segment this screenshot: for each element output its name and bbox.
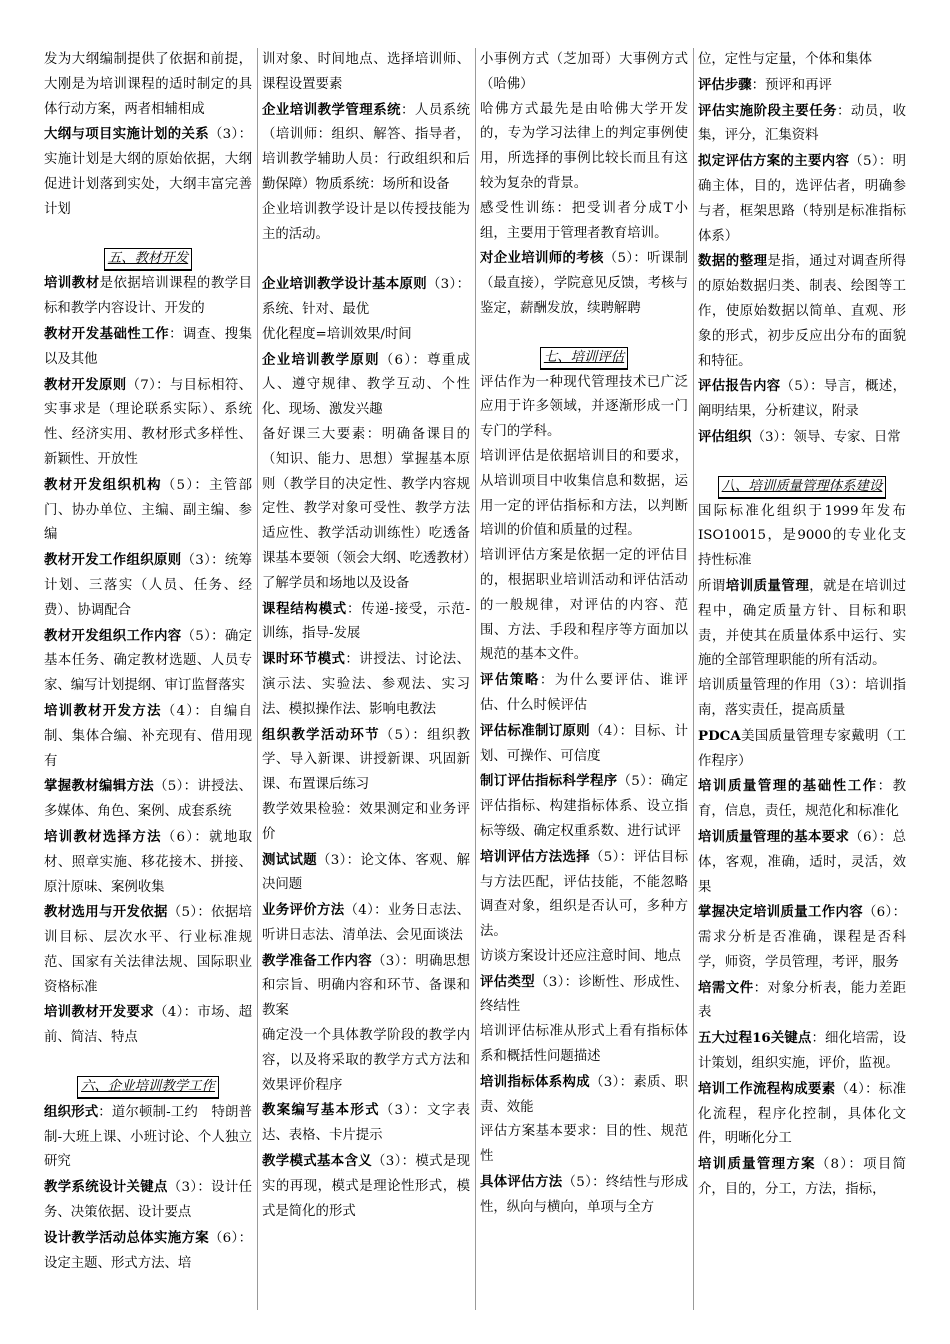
paragraph-text: 是指，通过对调查所得的原始数据归类、制表、绘图等工作，使原始数据以简单、直观、形象的形式，初步反应出分布的面貌和特征。 <box>698 254 906 369</box>
paragraph <box>480 945 688 970</box>
term-label: 课程结构模式 <box>262 600 347 617</box>
paragraph-text: 美国质量管理专家戴明（工作程序） <box>698 728 906 769</box>
paragraph <box>262 898 470 949</box>
paragraph-text: （5）：明确主体，目的，选评估者，明确参与者，框架思路（特别是标准指标体系） <box>698 154 906 244</box>
term-label: 评估策略 <box>480 672 540 689</box>
paragraph <box>44 1175 252 1226</box>
paragraph-text: （3）：模式是现实的再现，模式是理论性形式，模式是简化的形式 <box>262 1154 470 1219</box>
paragraph-text: 培训评估标准从形式上看有指标体系和概括性问题描述 <box>480 1024 688 1065</box>
paragraph <box>698 73 906 99</box>
term-label: 拟定评估方案的主要内容 <box>698 153 850 170</box>
term-label: 设计教学活动总体实施方案 <box>44 1229 209 1246</box>
paragraph <box>480 1170 688 1221</box>
paragraph-text: （6）：尊重成人、遵守规律、教学互动、个性化、现场、激发兴趣 <box>262 352 470 418</box>
paragraph <box>480 544 688 668</box>
term-label: 培训教材开发方法 <box>44 702 162 719</box>
paragraph <box>262 423 470 597</box>
term-label: 培需文件 <box>698 979 754 996</box>
term-label: 教材开发组织工作内容 <box>44 627 182 644</box>
paragraph-text: （3）：论文体、客观、解决问题 <box>262 852 470 893</box>
term-label: 培训指标体系构成 <box>480 1073 590 1090</box>
section-heading-text: 八、培训质量管理体系建设 <box>718 476 887 499</box>
paragraph-text: 教学效果检验：效果测定和业务评价 <box>262 801 470 842</box>
paragraph-text: （6）：总体，客观，准确，适时，灵活，效果 <box>698 829 906 895</box>
term-label: 教材选用与开发依据 <box>44 904 168 921</box>
term-label: 评估报告内容 <box>698 378 781 395</box>
paragraph-text: 是依据培训课程的教学目标和教学内容设计、开发的 <box>44 276 252 317</box>
paragraph-text: （3）：诊断性、形成性、终结性 <box>480 974 688 1015</box>
term-label: 教材开发组织机构 <box>44 476 162 493</box>
paragraph-text: （7）：与目标相符、实事求是（理论联系实际）、系统性、经济实用、教材形式多样性、新颖性、开放性 <box>44 377 252 467</box>
term-label: 教学准备工作内容 <box>262 952 372 969</box>
term-label: 企业培训教学管理系统 <box>262 101 402 118</box>
paragraph-text: （5）：导言，概述，阐明结果，分析建议，附录 <box>698 379 906 420</box>
paragraph <box>262 949 470 1024</box>
paragraph <box>44 699 252 774</box>
paragraph-text: 培训质量管理的作用（3）：培训指南，落实责任，提高质量 <box>698 678 906 718</box>
section-heading <box>480 346 688 371</box>
paragraph-text: （3）：明确思想和宗旨、明确内容和环节、备课和教案 <box>262 953 470 1019</box>
paragraph-text: （3）：系统、针对、最优 <box>262 277 470 317</box>
paragraph-text: （5）：确定基本任务、确定教材选题、人员专家、编写计划提纲、审订监督落实 <box>44 628 252 694</box>
term-label: 培训质量管理的基本要求 <box>698 828 850 845</box>
paragraph <box>262 1024 470 1098</box>
paragraph <box>262 323 470 348</box>
paragraph-text: 训对象、时间地点、选择培训师、课程设置要素 <box>262 52 470 92</box>
paragraph-text: ：细化培需，设计策划，组织实施，评价，监视。 <box>698 1031 906 1072</box>
paragraph <box>698 724 906 775</box>
term-label: 组织教学活动环节 <box>262 726 380 743</box>
paragraph-text: （6）：需求分析是否准确，课程是否科学，师资，学员管理，考评，服务 <box>698 905 906 970</box>
term-label: 具体评估方法 <box>480 1174 563 1191</box>
paragraph-text: ：对象分析表，能力差距表 <box>698 980 906 1021</box>
term-label: 掌握决定培训质量工作内容 <box>698 904 863 921</box>
blank-line <box>262 247 470 272</box>
paragraph <box>698 900 906 975</box>
paragraph <box>698 99 906 150</box>
paragraph-text: （6）：设定主题、形式方法、培 <box>44 1230 252 1271</box>
column-2 <box>262 48 470 1310</box>
paragraph-text: ：传递-接受，示范-训练，指导-发展 <box>262 601 470 642</box>
paragraph-text: ：道尔顿制-工约 特朗普制-大班上课、小班讨论、个人独立研究 <box>44 1104 252 1170</box>
paragraph <box>698 825 906 900</box>
paragraph <box>262 1098 470 1149</box>
paragraph <box>44 322 252 373</box>
paragraph-text: （5）：终结性与形成性，纵向与横向，单项与全方 <box>480 1175 688 1215</box>
paragraph <box>262 272 470 323</box>
term-label: 对企业培训师的考核 <box>480 250 604 267</box>
term-label: 五大过程16关键点 <box>698 1030 812 1047</box>
paragraph <box>698 1152 906 1203</box>
paragraph-text: 评估作为一种现代管理技术已广泛应用于许多领域，并逐渐形成一门专门的学科。 <box>480 374 688 440</box>
paragraph <box>262 1149 470 1224</box>
paragraph <box>262 198 470 248</box>
paragraph <box>44 1000 252 1051</box>
paragraph <box>698 48 906 73</box>
paragraph <box>480 98 688 197</box>
term-label: 培训教材 <box>44 275 100 292</box>
term-label: 课时环节模式 <box>262 651 346 668</box>
paragraph-text: （5）：主管部门、协办单位、主编、副主编、参编 <box>44 477 252 543</box>
paragraph <box>480 1070 688 1121</box>
paragraph <box>262 597 470 648</box>
paragraph <box>698 1077 906 1152</box>
paragraph-text: ：预评和再评 <box>751 77 832 93</box>
term-label: 培训评估方法选择 <box>480 848 590 865</box>
paragraph-text: 访谈方案设计还应注意时间、地点 <box>480 948 681 964</box>
paragraph-text: ：为什么要评估、谁评估、什么时候评估 <box>480 673 688 713</box>
paragraph-text: ：动员，收集，评分，汇集资料 <box>698 103 906 144</box>
paragraph-text: ：教育，信息，责任，规范化和标准化 <box>698 779 906 820</box>
paragraph-text: 哈佛方式最先是由哈佛大学开发的，专为学习法律上的判定事例使用，所选择的事例比较长而且有这较为复杂的背景。 <box>480 101 688 191</box>
paragraph-text: （6）：就地取材、照章实施、移花接木、拼接、原汁原味、案例收集 <box>44 829 252 895</box>
paragraph <box>698 249 906 374</box>
paragraph-text: （5）：依据培训目标、层次水平、行业标准规范、国家有关法律法规、国际职业资格标准 <box>44 905 252 995</box>
term-label: 测试试题 <box>262 851 317 868</box>
term-label: 教材开发工作组织原则 <box>44 552 182 569</box>
paragraph <box>44 774 252 825</box>
column-divider <box>257 48 258 1310</box>
term-label: 评估组织 <box>698 428 752 445</box>
paragraph <box>480 246 688 321</box>
paragraph <box>44 825 252 900</box>
section-heading-text: 五、教材开发 <box>104 248 192 271</box>
term-label: 组织形式 <box>44 1103 99 1120</box>
term-label: PDCA <box>698 727 741 744</box>
paragraph <box>44 271 252 322</box>
section-heading-text: 六、企业培训教学工作 <box>77 1076 219 1099</box>
term-label: 培训质量管理的基础性工作 <box>698 778 878 795</box>
paragraph <box>480 1120 688 1170</box>
paragraph-text: （3）：设计任务、决策依据、设计要点 <box>44 1180 252 1221</box>
paragraph <box>44 1226 252 1277</box>
term-label: 企业培训教学设计基本原则 <box>262 276 427 293</box>
paragraph <box>698 574 906 674</box>
paragraph <box>698 374 906 425</box>
paragraph-text: 备好课三大要素：明确备课目的（知识、能力、思想）掌握基本原则（教学目的决定性、教学内容规定性、教学对象可受性、教学方法适应性、教学活动训练性）吃透备课基本要领（领会大纲、吃透教材）了解学员和场地以及设备 <box>262 426 470 591</box>
paragraph-text: （5）：确定评估指标、构建指标体系、设立指标等级、确定权重系数、进行试评 <box>480 774 688 839</box>
paragraph-text: （4）：自编自制、集体合编、补充现有、借用现有 <box>44 703 252 769</box>
term-label: 评估类型 <box>480 973 535 990</box>
paragraph <box>480 1020 688 1070</box>
paragraph-text: （3）：领导、专家、日常 <box>751 429 901 445</box>
paragraph <box>44 48 252 122</box>
paragraph-text: （3）：素质、职责、效能 <box>480 1074 688 1115</box>
paragraph <box>262 348 470 423</box>
paragraph <box>44 122 252 222</box>
term-label: 评估标准制订原则 <box>480 722 590 739</box>
paragraph-text: （3）：文字表达、表格、卡片提示 <box>262 1103 470 1144</box>
paragraph <box>480 769 688 844</box>
paragraph <box>480 845 688 945</box>
term-label: 教学系统设计关键点 <box>44 1179 168 1196</box>
paragraph-text: （5）：听课制（最直接），学院意见反馈，考核与鉴定，薪酬发放，续聘解聘 <box>480 251 688 316</box>
paragraph <box>262 98 470 198</box>
paragraph-text: 发为大纲编制提供了依据和前提，大刚是为培训课程的适时制定的具体行动方案，两者相辅相成 <box>44 52 252 117</box>
paragraph <box>262 647 470 722</box>
paragraph-text: （4）：标准化流程，程序化控制，具体化文件，明晰化分工 <box>698 1081 906 1147</box>
column-1 <box>44 48 252 1310</box>
paragraph-text: 优化程度=培训效果/时间 <box>262 326 412 342</box>
paragraph <box>262 723 470 798</box>
paragraph <box>698 149 906 249</box>
term-label: 企业培训教学原则 <box>262 351 380 368</box>
column-divider <box>475 48 476 1310</box>
paragraph <box>480 445 688 544</box>
paragraph-text: 小事例方式（芝加哥）大事例方式（哈佛） <box>480 52 688 92</box>
column-3 <box>480 48 688 1310</box>
paragraph-text: 位，定性与定量，个体和集体 <box>698 52 873 67</box>
term-label: 数据的整理 <box>698 253 768 270</box>
section-heading <box>698 475 906 500</box>
paragraph <box>698 774 906 825</box>
term-label: 业务评价方法 <box>262 902 345 919</box>
paragraph <box>698 976 906 1027</box>
paragraph-text: 培训评估是依据培训目的和要求，从培训项目中收集信息和数据，运用一定的评估指标和方法，以判断培训的价值和质量的过程。 <box>480 448 688 539</box>
paragraph <box>698 1026 906 1077</box>
paragraph <box>44 473 252 548</box>
paragraph-text: （3）：实施计划是大纲的原始依据，大纲促进计划落到实处，大纲丰富完善计划 <box>44 127 252 217</box>
paragraph <box>44 373 252 473</box>
paragraph <box>698 425 906 451</box>
paragraph-text: 企业培训教学设计是以传授技能为主的活动。 <box>262 201 470 242</box>
paragraph-text: （5）：评估目标与方法匹配，评估技能，不能忽略调查对象，组织是否认可，多种方法。 <box>480 849 688 940</box>
paragraph-text: ：人员系统（培训师：组织、解答、指导者，培训教学辅助人员：行政组织和后勤保障）物质系统：场所和设备 <box>262 102 470 192</box>
paragraph-text: 培训评估方案是依据一定的评估目的，根据职业培训活动和评估活动的一般规律，对评估的内容、范围、方法、手段和程序等方面加以规范的基本文件。 <box>480 548 688 663</box>
paragraph-text: ：调查、搜集以及其他 <box>44 326 252 367</box>
paragraph-text: 国际标准化组织于1999年发布ISO10015，是9000的专业化支持性标准 <box>698 503 906 569</box>
paragraph-text: （4）：业务日志法、听讲日志法、清单法、会见面谈法 <box>262 903 470 943</box>
paragraph-text: 所谓培训质量管理，就是在培训过程中，确定质量方针、目标和职责，并使其在质量体系中运行、实施的全部管理职能的所有活动。 <box>698 577 906 669</box>
paragraph <box>698 500 906 574</box>
paragraph-text: 感受性训练：把受训者分成T小组，主要用于管理者教育培训。 <box>480 200 688 241</box>
paragraph <box>698 674 906 724</box>
paragraph <box>480 197 688 247</box>
term-label: 培训质量管理方案 <box>698 1156 816 1173</box>
paragraph-text: 评估方案基本要求：目的性、规范性 <box>480 1124 688 1165</box>
term-label: 教材开发基础性工作 <box>44 325 170 342</box>
paragraph-text: 确定没一个具体教学阶段的教学内容，以及将采取的教学方式方法和效果评价程序 <box>262 1028 470 1093</box>
column-divider <box>693 48 694 1310</box>
column-4 <box>698 48 906 1310</box>
paragraph <box>480 48 688 98</box>
paragraph-text: （3）：统筹计划、三落实（人员、任务、经费）、协调配合 <box>44 553 252 618</box>
term-label: 评估实施阶段主要任务 <box>698 102 838 119</box>
paragraph <box>262 798 470 848</box>
term-label: 培训工作流程构成要素 <box>698 1080 836 1097</box>
term-label: 培训教材开发要求 <box>44 1004 154 1021</box>
document-page <box>44 48 914 1308</box>
paragraph <box>480 668 688 719</box>
paragraph <box>262 848 470 899</box>
paragraph <box>480 371 688 445</box>
paragraph <box>44 900 252 1000</box>
paragraph <box>44 624 252 699</box>
paragraph-text: （5）：组织教学、导入新课、讲授新课、巩固新课、布置课后练习 <box>262 727 470 793</box>
term-label: 教学模式基本含义 <box>262 1153 372 1170</box>
section-heading <box>44 1075 252 1100</box>
term-label: 掌握教材编辑方法 <box>44 778 154 795</box>
term-label: 培训教材选择方法 <box>44 828 162 845</box>
paragraph <box>44 548 252 623</box>
paragraph <box>262 48 470 98</box>
term-label: 评估步骤 <box>698 76 752 93</box>
term-label: 教材开发原则 <box>44 376 127 393</box>
paragraph-text: （8）：项目简介，目的，分工，方法，指标， <box>698 1157 906 1198</box>
paragraph-text: （4）：目标、计划、可操作、可信度 <box>480 723 688 764</box>
term-label: 教案编写基本形式 <box>262 1102 380 1119</box>
section-heading <box>44 247 252 272</box>
paragraph <box>480 719 688 770</box>
paragraph <box>44 1100 252 1175</box>
term-label: 制订评估指标科学程序 <box>480 773 618 790</box>
paragraph-text: （5）：讲授法、多媒体、角色、案例、成套系统 <box>44 779 252 820</box>
paragraph-text: （4）：市场、超前、简洁、特点 <box>44 1005 252 1046</box>
section-heading-text: 七、培训评估 <box>540 347 628 370</box>
term-label: 大纲与项目实施计划的关系 <box>44 126 209 143</box>
paragraph <box>480 970 688 1021</box>
paragraph-text: ：讲授法、讨论法、演示法、实验法、参观法、实习法、模拟操作法、影响电教法 <box>262 652 470 717</box>
